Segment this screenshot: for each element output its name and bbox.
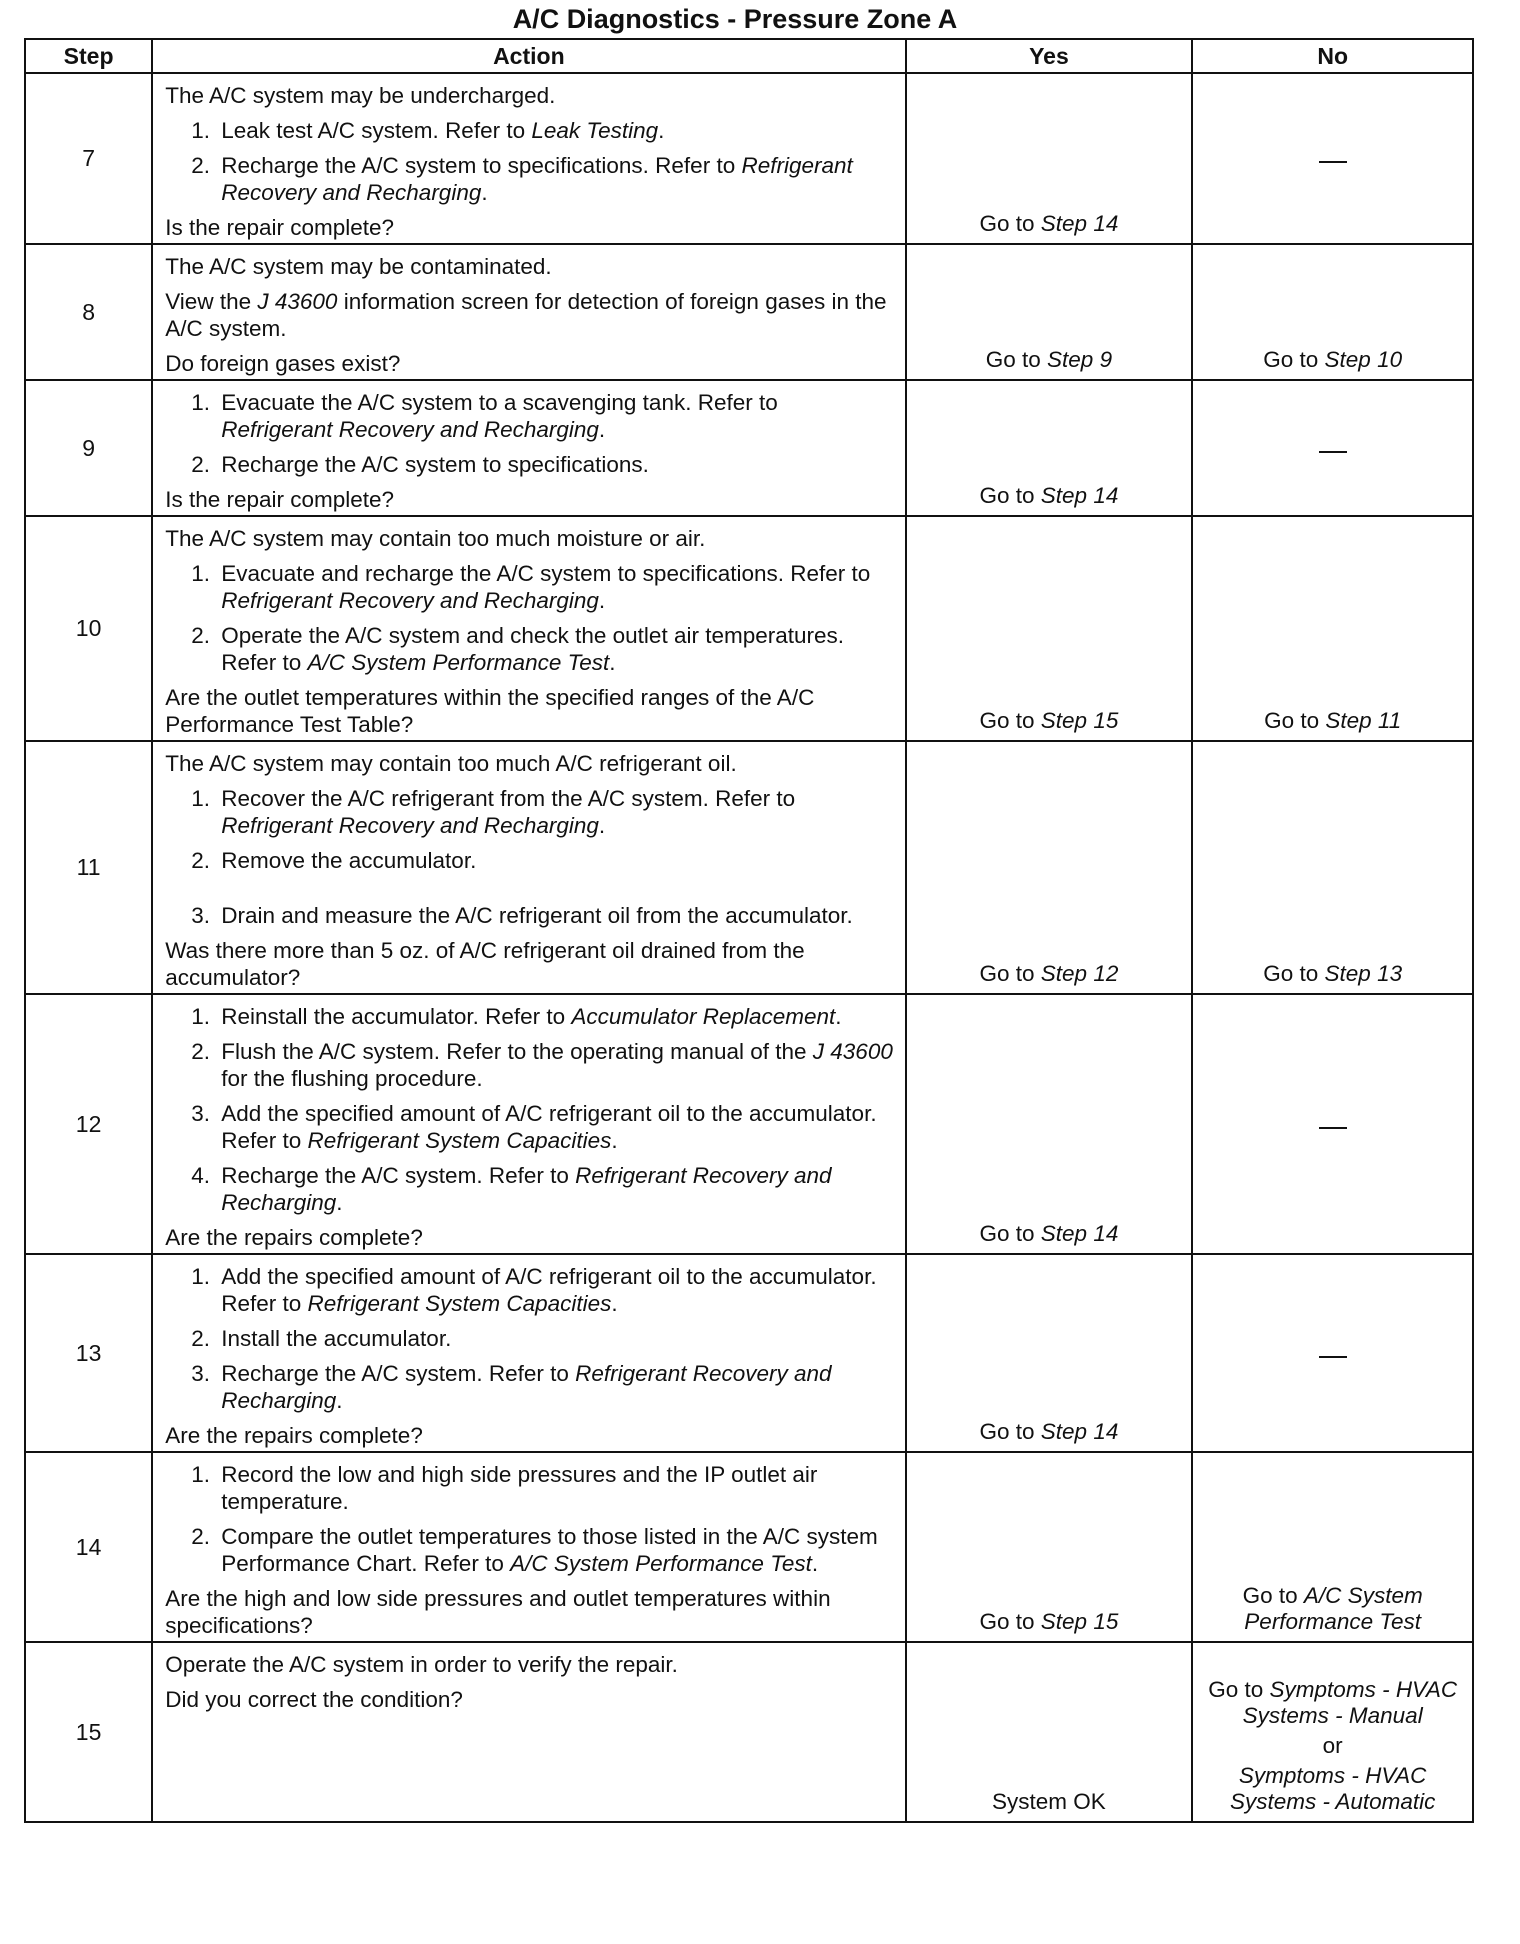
yes-result: System OK: [906, 1642, 1193, 1822]
action-cell: [152, 1642, 905, 1822]
reference-link: Refrigerant Recovery and Recharging: [221, 813, 599, 838]
dash-icon: [1319, 451, 1347, 453]
no-result: [1192, 380, 1473, 516]
yes-result: Go to Step 12: [906, 741, 1193, 994]
action-question: Do foreign gases exist?: [165, 351, 401, 376]
reference-link: Accumulator Replacement: [571, 1004, 836, 1029]
action-item: 1. Record the low and high side pressures and the IP outlet air temperature.: [191, 1462, 818, 1514]
reference-link: Leak Testing: [531, 118, 659, 143]
header-action: Action: [152, 39, 905, 73]
no-result: Go to Step 13: [1192, 741, 1473, 994]
action-item: 1. Reinstall the accumulator. Refer to Accumulator Replacement.: [191, 1004, 842, 1029]
action-item: 3. Drain and measure the A/C refrigerant oil from the accumulator.: [191, 903, 853, 928]
reference-link: Refrigerant Recovery and Recharging: [221, 1361, 832, 1413]
table-row: [25, 73, 1473, 244]
action-item: 2. Operate the A/C system and check the outlet air temperatures. Refer to A/C System Performance Test.: [191, 623, 845, 675]
action-question: Are the outlet temperatures within the specified ranges of the A/C Performance Test Table?: [165, 685, 815, 737]
action-question: Did you correct the condition?: [165, 1687, 463, 1712]
action-cell: [152, 244, 905, 380]
step-number: 14: [25, 1452, 152, 1642]
action-question: Is the repair complete?: [165, 487, 395, 512]
no-result: [1192, 1254, 1473, 1452]
action-lead: The A/C system may contain too much A/C refrigerant oil.: [165, 751, 737, 776]
no-result: [1192, 73, 1473, 244]
table-row: [25, 1254, 1473, 1452]
action-question: Are the high and low side pressures and outlet temperatures within specifications?: [165, 1586, 831, 1638]
action-lead: Operate the A/C system in order to verify the repair.: [165, 1652, 678, 1677]
yes-result: Go to Step 14: [906, 380, 1193, 516]
step-number: 12: [25, 994, 152, 1254]
action-item: 3. Add the specified amount of A/C refrigerant oil to the accumulator. Refer to Refrigerant System Capacities.: [191, 1101, 877, 1153]
action-cell: [152, 73, 905, 244]
no-result: Go to Step 11: [1192, 516, 1473, 741]
dash-icon: [1319, 1127, 1347, 1129]
diagnostic-table: [24, 38, 1474, 1823]
no-result: Go to Step 10: [1192, 244, 1473, 380]
action-cell: [152, 1452, 905, 1642]
reference-link: Refrigerant System Capacities: [307, 1291, 612, 1316]
table-row: [25, 1642, 1473, 1822]
action-item: 2. Compare the outlet temperatures to those listed in the A/C system Performance Chart. Refer to A/C System Performance Test.: [191, 1524, 878, 1576]
reference-link: Refrigerant Recovery and Recharging: [221, 153, 853, 205]
action-lead: The A/C system may contain too much moisture or air.: [165, 526, 706, 551]
step-number: 9: [25, 380, 152, 516]
table-row: [25, 1452, 1473, 1642]
action-question: Was there more than 5 oz. of A/C refrigerant oil drained from the accumulator?: [165, 938, 805, 990]
action-cell: [152, 741, 905, 994]
step-number: 10: [25, 516, 152, 741]
yes-result: Go to Step 14: [906, 994, 1193, 1254]
reference-link: Refrigerant System Capacities: [307, 1128, 612, 1153]
yes-result: Go to Step 14: [906, 1254, 1193, 1452]
action-question: Is the repair complete?: [165, 215, 395, 240]
action-cell: [152, 516, 905, 741]
action-item: 2. Recharge the A/C system to specifications. Refer to Refrigerant Recovery and Recharging.: [191, 153, 853, 205]
reference-link: A/C System Performance Test: [307, 650, 610, 675]
step-number: 8: [25, 244, 152, 380]
page-title: A/C Diagnostics - Pressure Zone A: [512, 4, 958, 34]
yes-result: Go to Step 15: [906, 1452, 1193, 1642]
action-item: 1. Evacuate the A/C system to a scavenging tank. Refer to Refrigerant Recovery and Recharging.: [191, 390, 778, 442]
table-row: [25, 380, 1473, 516]
table-header-row: [25, 39, 1473, 73]
action-cell: [152, 1254, 905, 1452]
action-lead: The A/C system may be contaminated.: [165, 254, 552, 279]
step-number: 7: [25, 73, 152, 244]
header-yes: Yes: [906, 39, 1193, 73]
action-item: 1. Recover the A/C refrigerant from the A/C system. Refer to Refrigerant Recovery and Recharging.: [191, 786, 796, 838]
table-row: [25, 244, 1473, 380]
step-number: 15: [25, 1642, 152, 1822]
no-result: [1192, 994, 1473, 1254]
yes-result: Go to Step 15: [906, 516, 1193, 741]
action-item: 3. Recharge the A/C system. Refer to Refrigerant Recovery and Recharging.: [191, 1361, 832, 1413]
no-result: Go to A/C System Performance Test: [1192, 1452, 1473, 1642]
action-lead: View the J 43600 information screen for detection of foreign gases in the A/C system.: [165, 289, 887, 341]
dash-icon: [1319, 1356, 1347, 1358]
yes-result: Go to Step 9: [906, 244, 1193, 380]
action-item: 2. Install the accumulator.: [191, 1326, 452, 1351]
header-no: No: [1192, 39, 1473, 73]
table-row: [25, 994, 1473, 1254]
header-step: Step: [25, 39, 152, 73]
action-question: Are the repairs complete?: [165, 1423, 423, 1448]
reference-link: A/C System Performance Test: [510, 1551, 812, 1576]
action-item: 1. Leak test A/C system. Refer to Leak Testing.: [191, 118, 665, 143]
action-item: 2. Recharge the A/C system to specifications.: [191, 452, 649, 477]
step-number: 13: [25, 1254, 152, 1452]
action-cell: [152, 994, 905, 1254]
action-item: 1. Evacuate and recharge the A/C system to specifications. Refer to Refrigerant Recovery and Recharging.: [191, 561, 871, 613]
action-question: Are the repairs complete?: [165, 1225, 423, 1250]
yes-result: Go to Step 14: [906, 73, 1193, 244]
table-row: [25, 516, 1473, 741]
step-number: 11: [25, 741, 152, 994]
reference-link: Refrigerant Recovery and Recharging: [221, 1163, 832, 1215]
action-cell: [152, 380, 905, 516]
reference-link: Refrigerant Recovery and Recharging: [221, 417, 599, 442]
no-result: Go to Symptoms - HVAC Systems - Manual or Symptoms - HVAC Systems - Automatic: [1192, 1642, 1473, 1822]
action-item: 1. Add the specified amount of A/C refrigerant oil to the accumulator. Refer to Refrigerant System Capacities.: [191, 1264, 877, 1316]
dash-icon: [1319, 161, 1347, 163]
action-item: 2. Remove the accumulator.: [191, 848, 477, 873]
reference-link: Refrigerant Recovery and Recharging: [221, 588, 599, 613]
table-row: [25, 741, 1473, 994]
action-item: 2. Flush the A/C system. Refer to the operating manual of the J 43600 for the flushing procedure.: [191, 1039, 893, 1091]
action-lead: The A/C system may be undercharged.: [165, 83, 556, 108]
action-item: 4. Recharge the A/C system. Refer to Refrigerant Recovery and Recharging.: [191, 1163, 832, 1215]
